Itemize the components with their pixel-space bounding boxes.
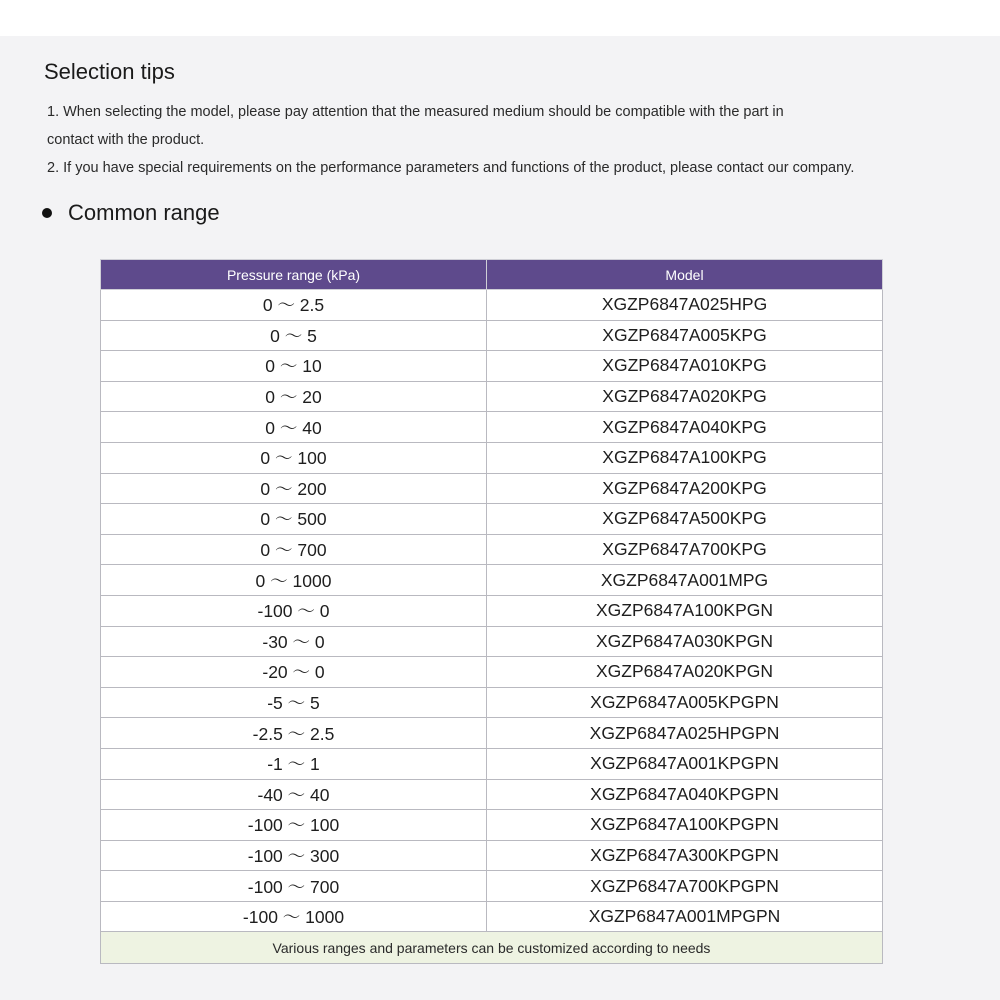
- pressure-range-cell: -100 ～ 700: [101, 871, 487, 902]
- table-row: [101, 442, 883, 473]
- model-cell: XGZP6847A040KPG: [487, 412, 883, 443]
- model-cell: XGZP6847A500KPG: [487, 504, 883, 535]
- model-cell: XGZP6847A700KPG: [487, 534, 883, 565]
- model-cell: XGZP6847A025HPGPN: [487, 718, 883, 749]
- common-range-title: Common range: [68, 200, 220, 225]
- pressure-range-cell: 0 ～ 700: [101, 534, 487, 565]
- table-row: [101, 779, 883, 810]
- pressure-range-cell: 0 ～ 500: [101, 504, 487, 535]
- table-row: [101, 351, 883, 382]
- pressure-range-cell: -20 ～ 0: [101, 657, 487, 688]
- pressure-range-cell: -1 ～ 1: [101, 748, 487, 779]
- pressure-range-cell: -5 ～ 5: [101, 687, 487, 718]
- header-model: Model: [487, 260, 883, 290]
- pressure-range-cell: 0 ～ 5: [101, 320, 487, 351]
- header-pressure-range: Pressure range (kPa): [101, 260, 487, 290]
- model-cell: XGZP6847A020KPG: [487, 381, 883, 412]
- table-row: [101, 840, 883, 871]
- table-row: [101, 871, 883, 902]
- tip-1-line-2: contact with the product.: [47, 132, 205, 148]
- pressure-range-cell: 0 ～ 1000: [101, 565, 487, 596]
- table-row: [101, 595, 883, 626]
- model-cell: XGZP6847A020KPGN: [487, 657, 883, 688]
- table-footnote: Various ranges and parameters can be customized according to needs: [101, 932, 883, 964]
- pressure-range-cell: 0 ～ 2.5: [101, 290, 487, 321]
- model-cell: XGZP6847A005KPGPN: [487, 687, 883, 718]
- model-cell: XGZP6847A010KPG: [487, 351, 883, 382]
- table-body: [101, 290, 883, 932]
- table-row: [101, 748, 883, 779]
- table-row: [101, 290, 883, 321]
- selection-tips-title: Selection tips: [44, 59, 175, 84]
- table-row: [101, 412, 883, 443]
- table-row: [101, 901, 883, 932]
- model-cell: XGZP6847A700KPGPN: [487, 871, 883, 902]
- table-row: [101, 473, 883, 504]
- tip-2: 2. If you have special requirements on the performance parameters and functions of the product, please contact our company.: [47, 160, 855, 176]
- tip-1-line-1: 1. When selecting the model, please pay attention that the measured medium should be compatible with the part in: [47, 104, 784, 120]
- table-row: [101, 810, 883, 841]
- table-row: [101, 534, 883, 565]
- pressure-range-cell: 0 ～ 200: [101, 473, 487, 504]
- model-cell: XGZP6847A001MPG: [487, 565, 883, 596]
- pressure-range-cell: -100 ～ 1000: [101, 901, 487, 932]
- model-cell: XGZP6847A200KPG: [487, 473, 883, 504]
- model-cell: XGZP6847A100KPG: [487, 442, 883, 473]
- model-cell: XGZP6847A300KPGPN: [487, 840, 883, 871]
- model-cell: XGZP6847A005KPG: [487, 320, 883, 351]
- table-header-row: [101, 260, 883, 290]
- pressure-range-cell: -100 ～ 300: [101, 840, 487, 871]
- common-range-heading: [42, 200, 220, 226]
- bullet-icon: [42, 208, 52, 218]
- model-cell: XGZP6847A100KPGPN: [487, 810, 883, 841]
- range-table: [100, 259, 883, 964]
- model-cell: XGZP6847A030KPGN: [487, 626, 883, 657]
- pressure-range-cell: 0 ～ 20: [101, 381, 487, 412]
- pressure-range-cell: 0 ～ 40: [101, 412, 487, 443]
- pressure-range-cell: 0 ～ 10: [101, 351, 487, 382]
- top-strip: [0, 0, 1000, 36]
- table-row: [101, 381, 883, 412]
- pressure-range-cell: -2.5 ～ 2.5: [101, 718, 487, 749]
- pressure-range-cell: -30 ～ 0: [101, 626, 487, 657]
- model-cell: XGZP6847A025HPG: [487, 290, 883, 321]
- pressure-range-cell: -100 ～ 0: [101, 595, 487, 626]
- model-cell: XGZP6847A001MPGPN: [487, 901, 883, 932]
- model-cell: XGZP6847A001KPGPN: [487, 748, 883, 779]
- table-row: [101, 565, 883, 596]
- pressure-range-cell: 0 ～ 100: [101, 442, 487, 473]
- table-row: [101, 657, 883, 688]
- pressure-range-cell: -40 ～ 40: [101, 779, 487, 810]
- model-cell: XGZP6847A040KPGPN: [487, 779, 883, 810]
- table-row: [101, 687, 883, 718]
- footnote-row: [101, 932, 883, 964]
- table-row: [101, 504, 883, 535]
- table-row: [101, 320, 883, 351]
- model-cell: XGZP6847A100KPGN: [487, 595, 883, 626]
- pressure-range-cell: -100 ～ 100: [101, 810, 487, 841]
- table-row: [101, 718, 883, 749]
- table-row: [101, 626, 883, 657]
